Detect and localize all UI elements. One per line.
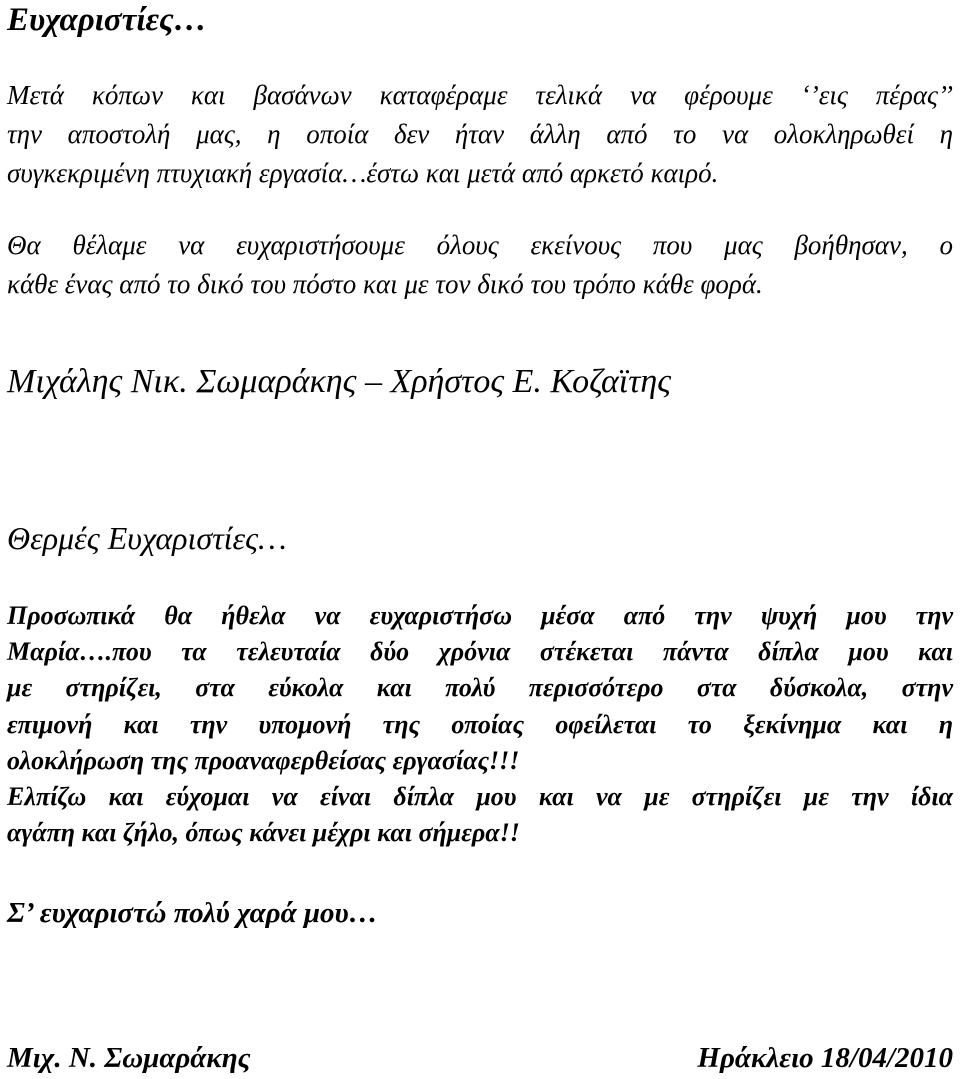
authors-signature: Μιχάλης Νικ. Σωμαράκης – Χρήστος Ε. Κοζαϊτης — [7, 363, 672, 400]
thanks-line-2: κάθε ένας από το δικό του πόστο και με τον δικό του τρόπο κάθε φορά. — [7, 269, 763, 299]
thanks-paragraph — [7, 226, 953, 304]
intro-line-2: την αποστολή μας, η οποία δεν ήταν άλλη από το να ολοκληρωθεί η — [7, 119, 953, 149]
page-title: Ευχαριστίες… — [7, 2, 207, 38]
footer-place-date: Ηράκλειο 18/04/2010 — [697, 1042, 953, 1074]
section-title: Θερμές Ευχαριστίες… — [7, 520, 287, 556]
intro-paragraph — [7, 76, 953, 193]
intro-line-1: Μετά κόπων και βασάνων καταφέραμε τελικά να φέρουμε ‘’εις πέρας’’ — [7, 80, 953, 110]
intro-line-3: συγκεκριμένη πτυχιακή εργασία…έστω και μετά από αρκετό καιρό. — [7, 158, 719, 188]
footer-signature: Μιχ. Ν. Σωμαράκης — [7, 1042, 251, 1074]
personal-line-3: με στηρίζει, στα εύκολα και πολύ περισσότερο στα δύσκολα, στην — [7, 673, 953, 703]
personal-line-5: ολοκλήρωση της προαναφερθείσας εργασίας!!! — [7, 745, 520, 775]
personal-thanks-paragraph — [7, 598, 953, 851]
personal-line-6: Ελπίζω και εύχομαι να είναι δίπλα μου και να με στηρίζει με την ίδια — [7, 782, 953, 812]
personal-line-4: επιμονή και την υπομονή της οποίας οφείλεται το ξεκίνημα και η — [7, 709, 953, 739]
thanks-line-1: Θα θέλαμε να ευχαριστήσουμε όλους εκείνους που μας βοήθησαν, ο — [7, 230, 953, 260]
personal-line-7: αγάπη και ζήλο, όπως κάνει μέχρι και σήμερα!! — [7, 818, 520, 848]
personal-line-1: Προσωπικά θα ήθελα να ευχαριστήσω μέσα από την ψυχή μου την — [7, 601, 953, 630]
personal-line-2: Μαρία….που τα τελευταία δύο χρόνια στέκεται πάντα δίπλα μου και — [7, 637, 953, 667]
closing-line: Σ’ ευχαριστώ πολύ χαρά μου… — [7, 897, 378, 929]
